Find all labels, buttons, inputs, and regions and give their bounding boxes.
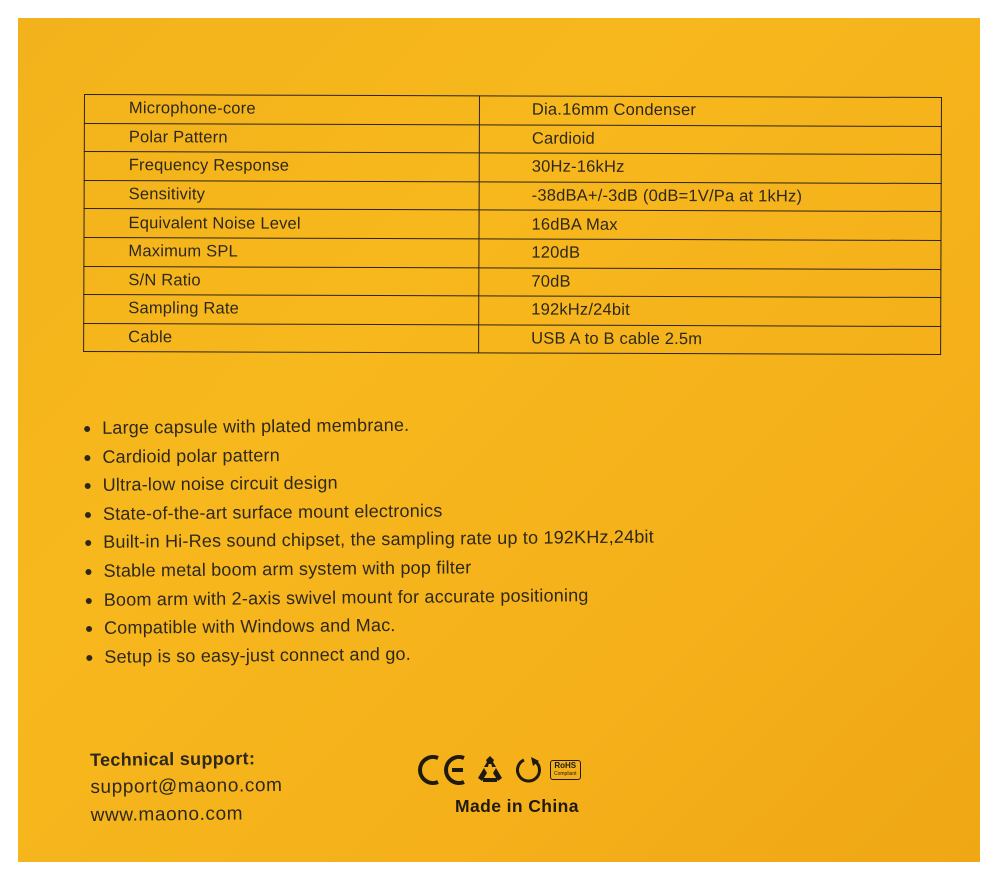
spec-value: -38dBA+/-3dB (0dB=1V/Pa at 1kHz)	[479, 182, 941, 212]
feature-item: Ultra-low noise circuit design	[85, 466, 654, 500]
spec-label: Sensitivity	[84, 180, 479, 210]
spec-value: 120dB	[479, 239, 941, 269]
spec-value: 192kHz/24bit	[479, 296, 941, 326]
spec-row	[84, 266, 941, 298]
product-box-back	[18, 18, 980, 862]
spec-value: Cardioid	[479, 124, 941, 154]
ce-mark-icon	[416, 754, 468, 786]
feature-list	[84, 409, 655, 672]
feature-item: Boom arm with 2-axis swivel mount for accurate positioning	[86, 580, 655, 614]
certification-marks	[416, 754, 581, 786]
technical-support	[90, 748, 283, 827]
feature-item: Built-in Hi-Res sound chipset, the sampling rate up to 192KHz,24bit	[85, 523, 654, 557]
spec-value: 16dBA Max	[479, 210, 941, 240]
spec-label: Cable	[84, 323, 479, 353]
spec-label: Frequency Response	[84, 152, 479, 182]
support-email: support@maono.com	[90, 774, 283, 798]
rohs-sublabel: Compliant	[554, 771, 577, 777]
power-cycle-icon	[512, 754, 544, 786]
spec-label: Microphone-core	[84, 95, 479, 125]
feature-item: Setup is so easy-just connect and go.	[86, 637, 655, 671]
spec-label: Equivalent Noise Level	[84, 209, 479, 239]
support-website: www.maono.com	[90, 803, 244, 826]
spec-row	[84, 209, 941, 241]
support-title: Technical support:	[90, 748, 256, 770]
feature-item: State-of-the-art surface mount electronics	[85, 494, 654, 528]
made-in-label: Made in China	[455, 796, 579, 816]
rohs-badge	[550, 760, 581, 780]
spec-label: Polar Pattern	[84, 123, 479, 153]
spec-label: Maximum SPL	[84, 237, 479, 267]
feature-item: Compatible with Windows and Mac.	[86, 609, 655, 643]
spec-row	[84, 95, 941, 127]
feature-item: Cardioid polar pattern	[84, 437, 653, 471]
spec-value: USB A to B cable 2.5m	[479, 325, 941, 355]
feature-item: Stable metal boom arm system with pop filter	[85, 552, 654, 586]
spec-value: 70dB	[479, 267, 941, 297]
spec-label: S/N Ratio	[84, 266, 479, 296]
spec-row	[84, 123, 941, 155]
recycle-icon	[474, 754, 506, 786]
spec-row	[84, 180, 941, 212]
spec-row	[84, 237, 941, 269]
spec-table	[83, 94, 942, 355]
spec-row	[84, 152, 941, 184]
spec-row	[84, 323, 941, 355]
spec-value: Dia.16mm Condenser	[479, 96, 941, 126]
rohs-label: RoHS	[554, 761, 577, 770]
spec-label: Sampling Rate	[84, 295, 479, 325]
spec-value: 30Hz-16kHz	[479, 153, 941, 183]
spec-row	[84, 295, 941, 327]
feature-item: Large capsule with plated membrane.	[84, 409, 653, 443]
